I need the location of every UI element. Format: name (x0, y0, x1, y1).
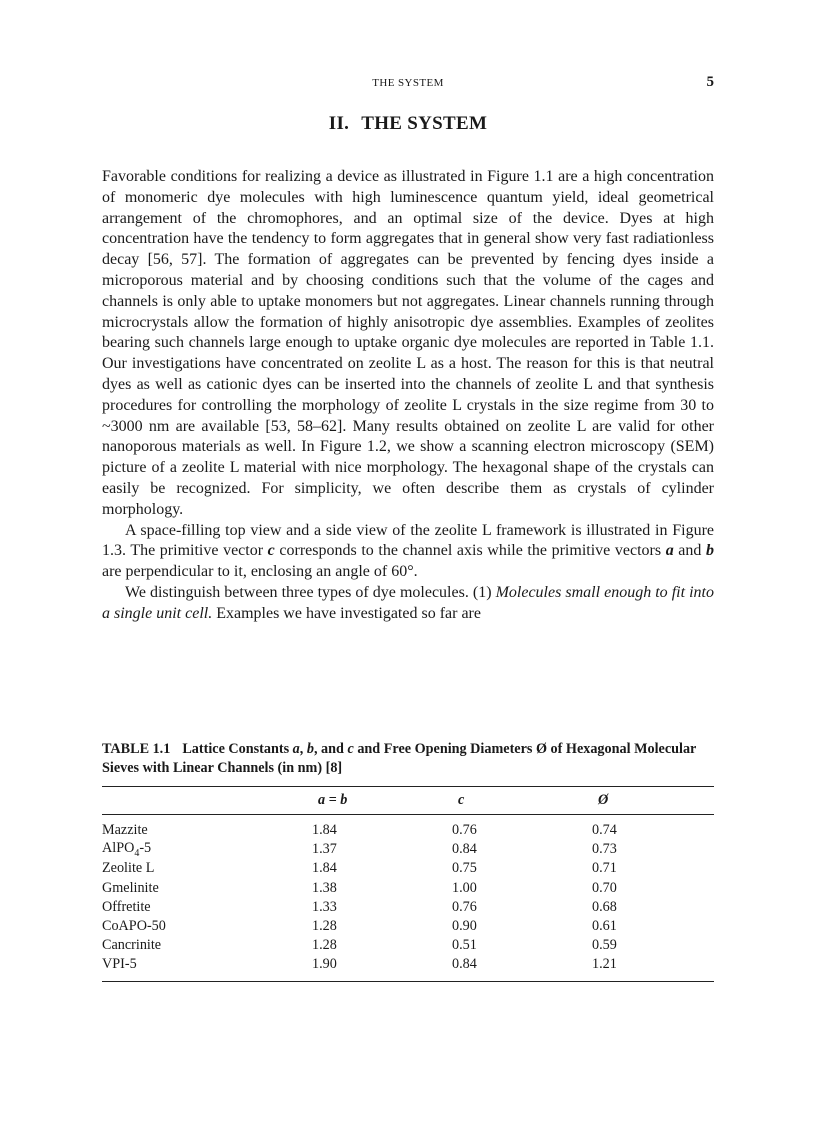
lattice-ab: 1.38 (312, 879, 337, 896)
column-header (102, 787, 312, 814)
caption-run: Lattice Constants (182, 741, 293, 757)
table-row (102, 821, 714, 840)
lattice-ab: 1.28 (312, 937, 337, 954)
opening-diameter: 0.68 (592, 898, 617, 915)
lattice-ab: 1.28 (312, 918, 337, 935)
text-run: and (673, 542, 707, 560)
table-bottom-rule (102, 981, 714, 982)
lattice-c: 0.84 (452, 956, 477, 973)
text-run: b (706, 542, 715, 560)
opening-diameter: 0.59 (592, 937, 617, 954)
text-run: are perpendicular to it, enclosing an angle of 60°. (102, 563, 418, 581)
sieve-name: VPI-5 (102, 956, 137, 973)
running-head (102, 74, 714, 94)
sieve-name: Mazzite (102, 822, 148, 839)
lattice-c: 0.75 (452, 860, 477, 877)
sieve-name: Cancrinite (102, 937, 162, 954)
opening-diameter: 0.71 (592, 860, 617, 877)
sieve-name: Offretite (102, 898, 151, 915)
sieve-name: AlPO$_4$-5 (102, 840, 152, 860)
section-heading (102, 113, 714, 135)
sieve-name: Zeolite L (102, 860, 155, 877)
lattice-c: 1.00 (452, 879, 477, 896)
text-run: a (665, 542, 674, 560)
table-header-row (102, 787, 714, 814)
caption-run: , and (313, 741, 348, 757)
data-table-body (102, 815, 714, 981)
lattice-ab: 1.84 (312, 860, 337, 877)
running-title: THE SYSTEM (372, 77, 444, 89)
paragraph (102, 167, 714, 521)
column-header: Ø (598, 792, 609, 808)
text-run: Examples we have investigated so far are (212, 604, 481, 622)
lattice-ab: 1.37 (312, 841, 337, 858)
text-run: Favorable conditions for realizing a device as illustrated in Figure 1.1 are a high concentration of monomeric dye molecules with high luminescence quantum yield, ideal geometrical arrangement of the chromophores, and an optimal size of the device. Dyes at high concentration have the tendency to form aggregates that in general show very fast radiationless decay [56, 57]. The formation of aggregates can be prevented by fencing dyes inside a microporous material and by choosing conditions such that the volume of the cages and channels is only able to uptake monomers but not aggregates. Linear channels running through microcrystals allow the formation of highly anisotropic dye assemblies. Examples of zeolites bearing such channels large enough to uptake organic dye molecules are reported in Table 1.1. Our investigations have concentrated on zeolite L as a host. The reason for this is that neutral dyes as well as cationic dyes can be inserted into the channels of zeolite L and that synthesis procedures for controlling the morphology of zeolite L crystals in the size regime from 30 to ~3000 nm are available [53, 58–62]. Many results obtained on zeolite L are valid for other nanoporous materials as well. In Figure 1.2, we show a scanning electron microscopy (SEM) picture of a zeolite L material with nice morphology. The hexagonal shape of the crystals can easily be recognized. For simplicity, we often describe them as crystals of cylinder morphology. (102, 168, 714, 518)
table-caption (102, 740, 714, 778)
paragraph (102, 583, 714, 625)
lattice-c: 0.76 (452, 822, 477, 839)
opening-diameter: 0.70 (592, 879, 617, 896)
lattice-c: 0.51 (452, 937, 477, 954)
text-run: We distinguish between three types of dye molecules. (1) (125, 583, 496, 601)
lattice-ab: 1.84 (312, 822, 337, 839)
table-row (102, 879, 714, 898)
column-header: c (458, 792, 465, 808)
column-header: a = b (318, 792, 348, 808)
table-row (102, 917, 714, 936)
table-row (102, 898, 714, 917)
opening-diameter: 1.21 (592, 956, 617, 973)
caption-run: c (347, 741, 354, 757)
table-caption-text (102, 741, 696, 776)
section-number: II. (328, 113, 350, 134)
caption-run: b (306, 741, 314, 757)
opening-diameter: 0.74 (592, 822, 617, 839)
section-title: THE SYSTEM (361, 113, 488, 134)
caption-run: , (299, 741, 307, 757)
table-row (102, 859, 714, 878)
opening-diameter: 0.73 (592, 841, 617, 858)
page-number: 5 (706, 74, 714, 90)
text-run: Molecules small enough to fit into a single unit cell. (102, 583, 714, 622)
lattice-ab: 1.90 (312, 956, 337, 973)
opening-diameter: 0.61 (592, 918, 617, 935)
sieve-name: Gmelinite (102, 879, 159, 896)
table-row (102, 840, 714, 859)
page (102, 0, 714, 1123)
lattice-c: 0.90 (452, 918, 477, 935)
body-text (102, 167, 714, 625)
lattice-c: 0.76 (452, 898, 477, 915)
lattice-c: 0.84 (452, 841, 477, 858)
lattice-ab: 1.33 (312, 898, 337, 915)
text-run: corresponds to the channel axis while the primitive vectors (274, 542, 666, 560)
caption-run: a (292, 741, 300, 757)
table-label: TABLE 1.1 (102, 741, 171, 757)
sieve-name: CoAPO-50 (102, 918, 166, 935)
table-row (102, 936, 714, 955)
text-run: c (267, 542, 275, 560)
table-block (102, 740, 714, 982)
table-row (102, 955, 714, 980)
caption-run: and Free Opening Diameters Ø of Hexagonal Molecular Sieves with Linear Channels (in nm) [8] (102, 741, 697, 776)
data-table (102, 787, 714, 814)
text-run: A space-filling top view and a side view of the zeolite L framework is illustrated in Figure 1.3. The primitive vector (102, 521, 714, 560)
paragraph (102, 521, 714, 583)
